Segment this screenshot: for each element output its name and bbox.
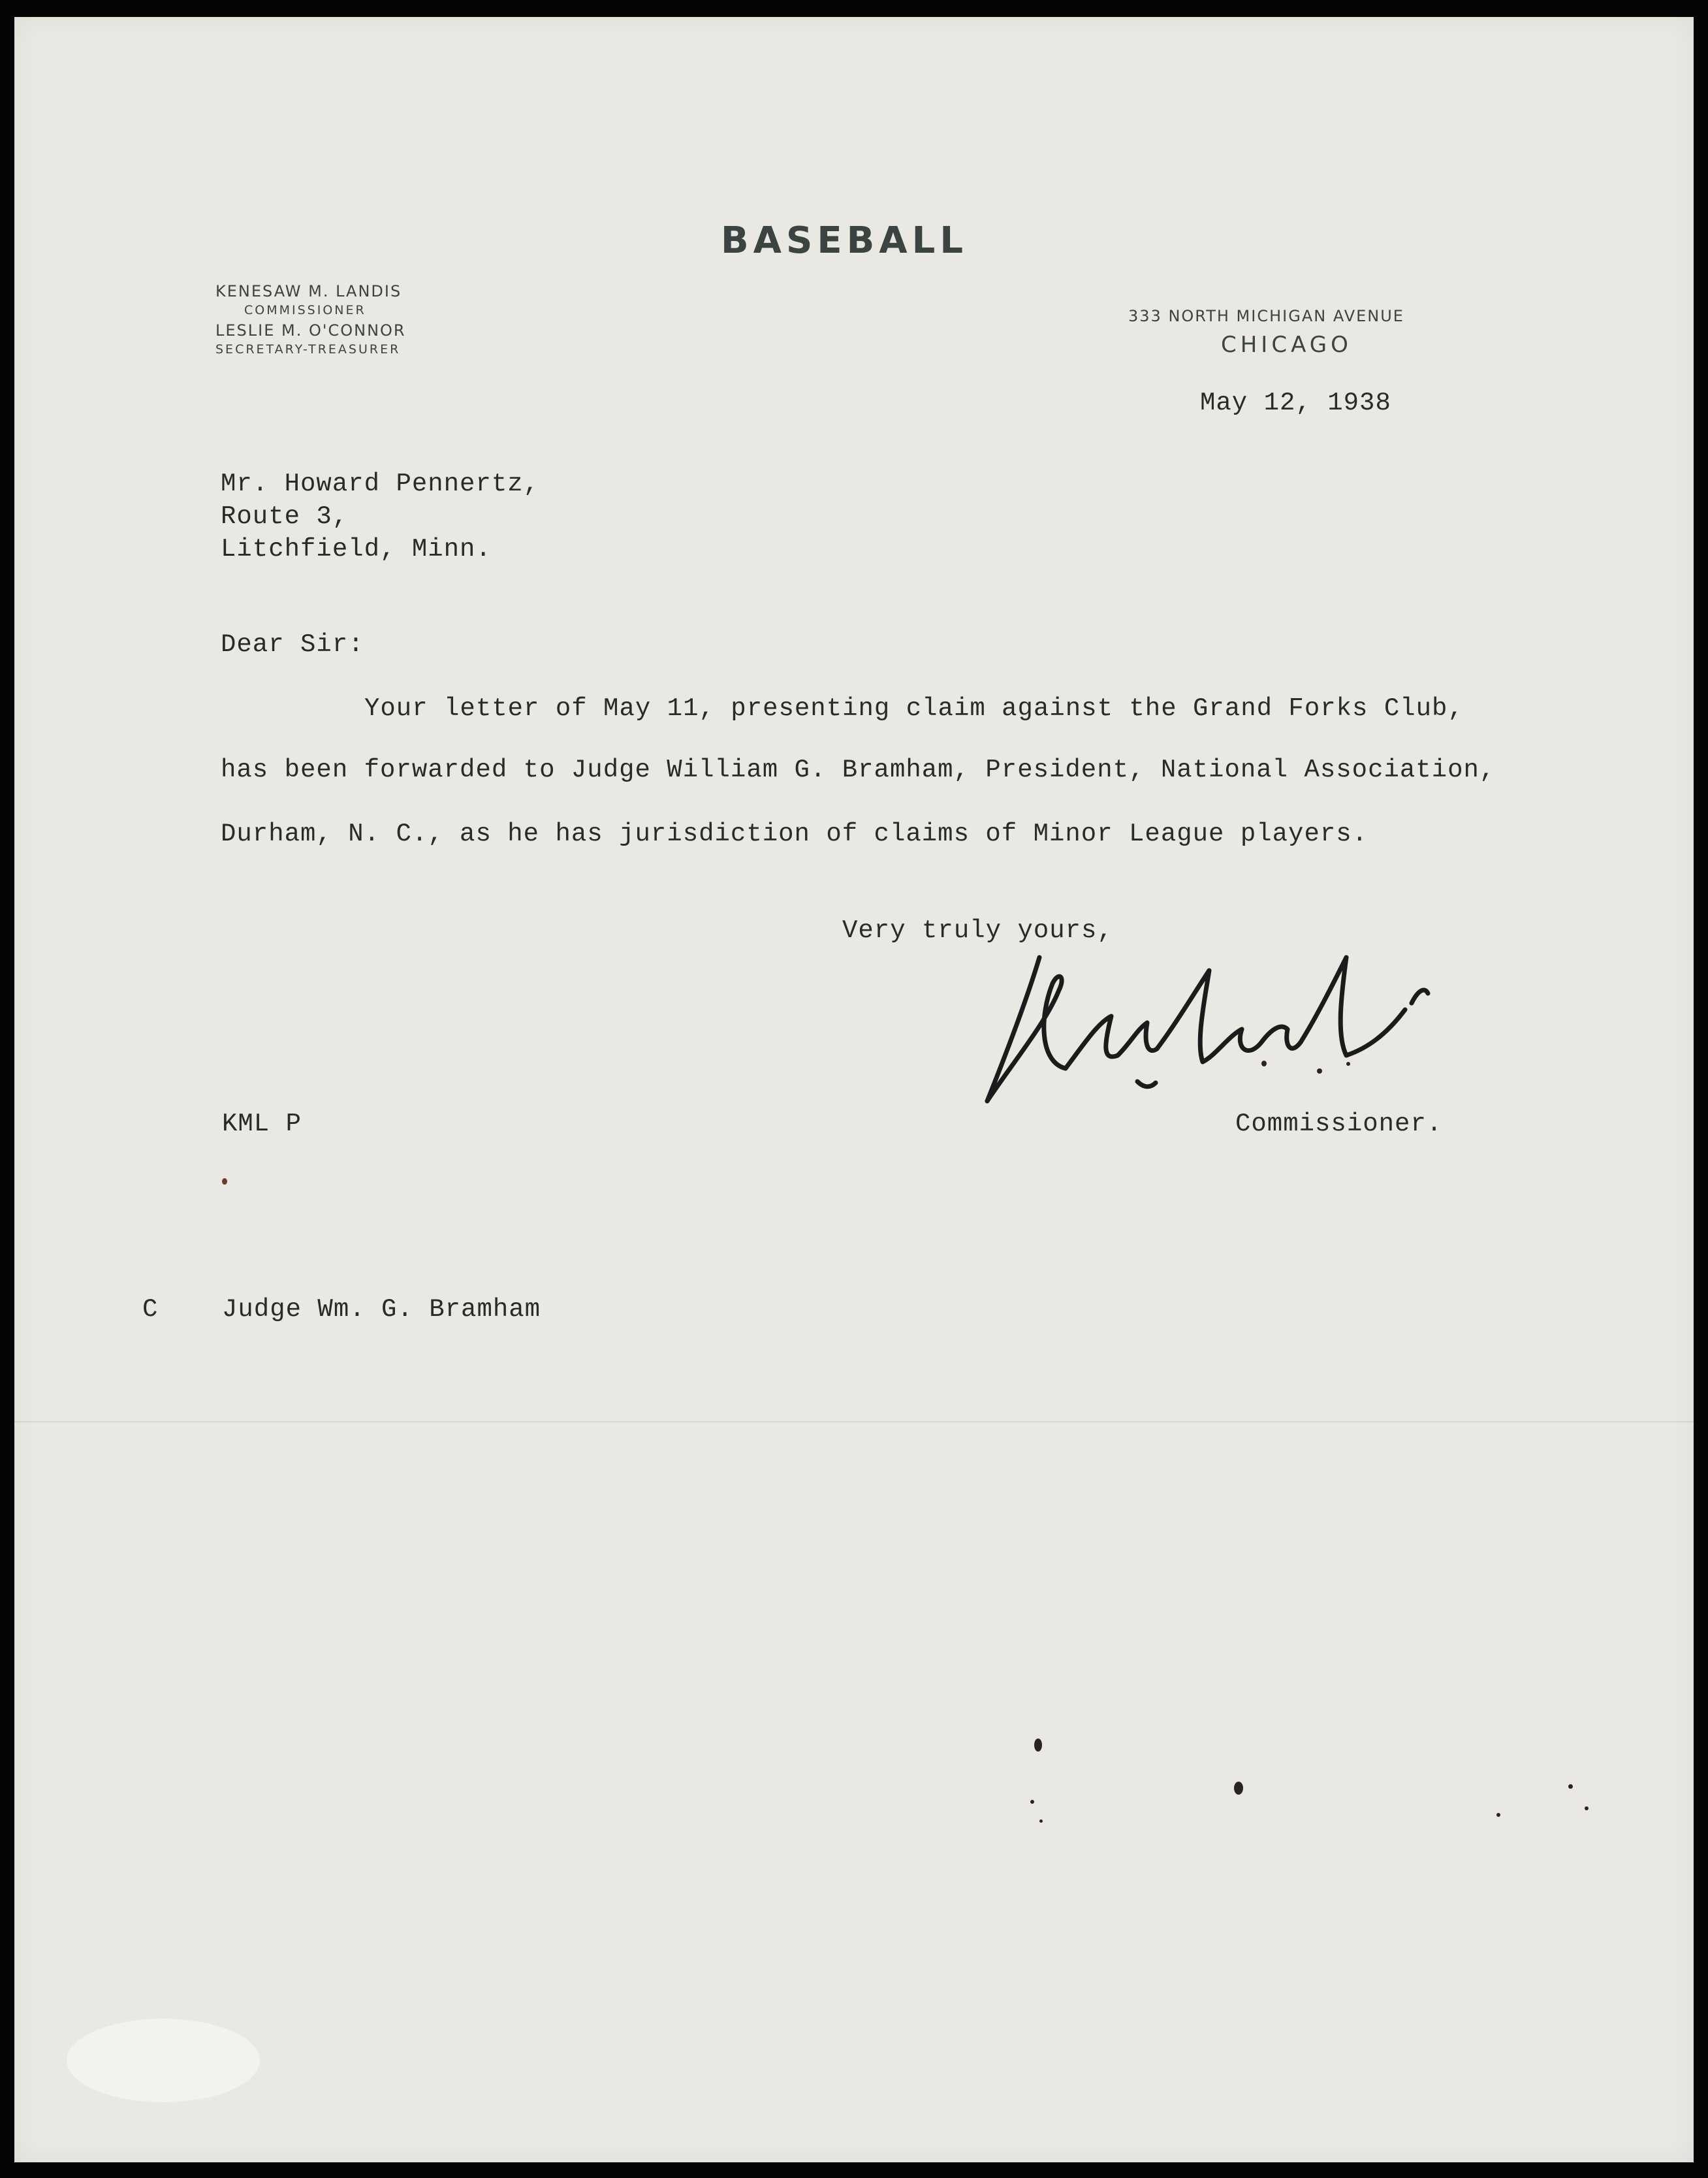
officer2-title: SECRETARY-TREASURER — [215, 342, 401, 357]
ink-dot — [1261, 1061, 1267, 1066]
letter-date: May 12, 1938 — [1200, 389, 1391, 417]
officer1-title: COMMISSIONER — [244, 303, 366, 317]
ink-spot — [1030, 1800, 1034, 1804]
closing: Very truly yours, — [842, 916, 1113, 945]
signer-title: Commissioner. — [1235, 1110, 1443, 1138]
fold-line — [14, 1421, 1694, 1422]
recipient-line: Mr. Howard Pennertz, — [221, 470, 540, 498]
ink-spot — [1568, 1784, 1573, 1789]
salutation: Dear Sir: — [221, 630, 364, 659]
label-oval — [67, 2019, 260, 2102]
ink-spot — [1585, 1806, 1589, 1810]
recipient-line: Route 3, — [221, 502, 349, 531]
cc-mark: C — [142, 1295, 159, 1324]
typist-initials: KML P — [222, 1110, 302, 1138]
letter-page — [14, 17, 1694, 2162]
body-line: Durham, N. C., as he has jurisdiction of claims of Minor League players. — [221, 820, 1368, 848]
body-line: has been forwarded to Judge William G. Bramham, President, National Association, — [221, 756, 1496, 784]
ink-spot — [1234, 1782, 1243, 1795]
ink-spot — [1039, 1819, 1043, 1823]
ink-spot — [1034, 1738, 1042, 1752]
ink-dot — [1346, 1062, 1350, 1066]
ink-dot — [1317, 1068, 1322, 1074]
recipient-line: Litchfield, Minn. — [221, 535, 492, 564]
letterhead-title: BASEBALL — [721, 219, 968, 262]
officer2-name: LESLIE M. O'CONNOR — [215, 321, 406, 340]
ink-spot — [1496, 1813, 1500, 1817]
stain-spot — [222, 1178, 227, 1185]
body-line: Your letter of May 11, presenting claim against the Grand Forks Club, — [364, 694, 1464, 723]
cc-recipient: Judge Wm. G. Bramham — [222, 1295, 541, 1324]
city: CHICAGO — [1221, 332, 1352, 358]
officer1-name: KENESAW M. LANDIS — [215, 282, 402, 300]
street-address: 333 NORTH MICHIGAN AVENUE — [1128, 307, 1404, 325]
